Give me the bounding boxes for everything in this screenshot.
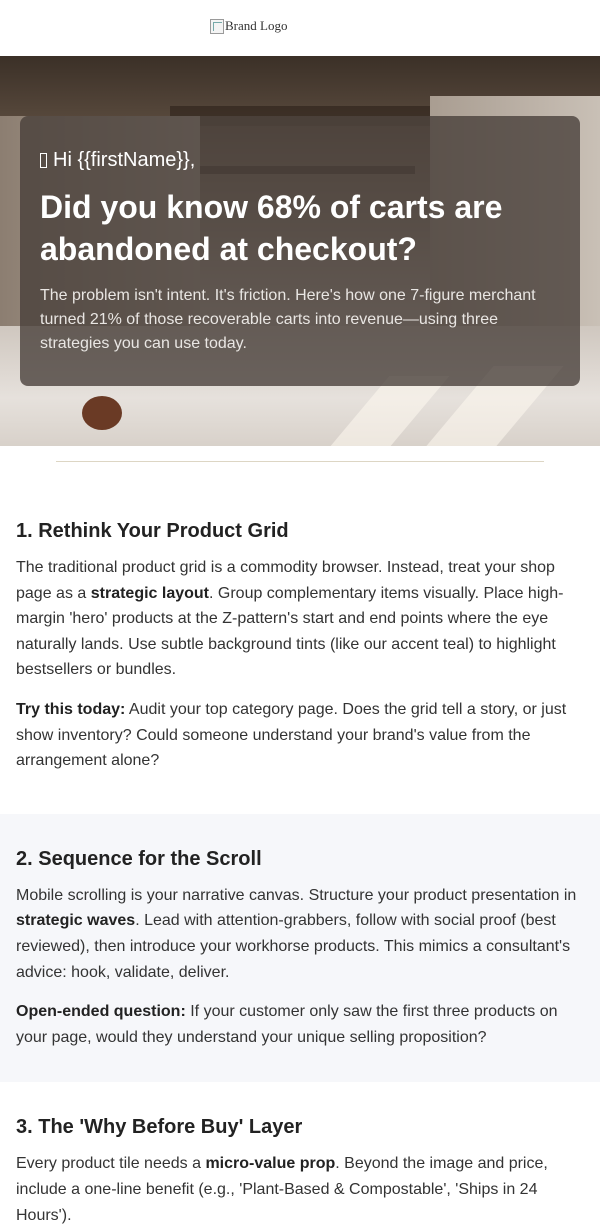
question-text: If your customer only saw the first three products on your page, would they understand your unique selling proposition? bbox=[16, 1003, 558, 1046]
wave-icon bbox=[40, 153, 47, 168]
paragraph-text: . Beyond the image and price, include a one-line benefit (e.g., 'Plant-Based & Compostable', 'Ships in 24 Hours'). bbox=[16, 1155, 548, 1224]
section-product-grid bbox=[0, 462, 600, 814]
section-why-before-buy bbox=[0, 1082, 600, 1228]
paragraph-emphasis: micro-value prop bbox=[205, 1155, 336, 1173]
email-header bbox=[0, 0, 600, 56]
hero-subtitle: The problem isn't intent. It's friction. Here's how one 7-figure merchant turned 21% of those recoverable carts into revenue—using three strategies you can use today. bbox=[40, 287, 536, 352]
paragraph-emphasis: strategic waves bbox=[16, 912, 136, 930]
hero-card bbox=[20, 116, 580, 386]
greeting bbox=[40, 149, 195, 172]
section-paragraph bbox=[16, 1151, 584, 1228]
question-label: Open-ended question: bbox=[16, 1003, 186, 1021]
paragraph-text: . Group complementary items visually. Place high-margin 'hero' products at the Z-pattern's start and end points where the eye naturally lands. Use subtle background tints (like our accent teal) to highlight bestsellers or bundles. bbox=[16, 584, 564, 679]
paragraph-text: The traditional product grid is a commodity browser. Instead, treat your shop page as a bbox=[16, 559, 555, 602]
section-paragraph bbox=[16, 883, 584, 985]
hero-title: Did you know 68% of carts are abandoned at checkout? bbox=[40, 189, 503, 267]
section-title: 2. Sequence for the Scroll bbox=[16, 847, 262, 870]
hero-beam bbox=[170, 106, 440, 116]
paragraph-text: Every product tile needs a bbox=[16, 1155, 206, 1173]
paragraph-text: Mobile scrolling is your narrative canvas. Structure your product presentation in bbox=[16, 886, 577, 904]
brand-logo[interactable] bbox=[210, 18, 287, 34]
tip-label: Try this today: bbox=[16, 700, 126, 718]
hero-banner bbox=[0, 56, 600, 446]
section-paragraph bbox=[16, 555, 584, 683]
greeting-text: Hi {{firstName}}, bbox=[53, 149, 196, 171]
section-question bbox=[16, 999, 584, 1050]
section-scroll-sequence bbox=[0, 814, 600, 1083]
tip-text: Audit your top category page. Does the grid tell a story, or just show inventory? Could someone understand your brand's value from the arrangement alone? bbox=[16, 700, 567, 770]
section-tip bbox=[16, 697, 584, 774]
section-title: 1. Rethink Your Product Grid bbox=[16, 520, 289, 542]
brand-logo-alt-text: Brand Logo bbox=[225, 18, 288, 33]
section-title: 3. The 'Why Before Buy' Layer bbox=[16, 1116, 303, 1139]
paragraph-emphasis: strategic layout bbox=[90, 584, 209, 602]
broken-image-icon bbox=[210, 19, 224, 34]
hero-plant-pot bbox=[82, 396, 122, 430]
paragraph-text: . Lead with attention-grabbers, follow with social proof (best reviewed), then introduce your workhorse products. This mimics a consultant's advice: hook, validate, deliver. bbox=[16, 912, 571, 981]
